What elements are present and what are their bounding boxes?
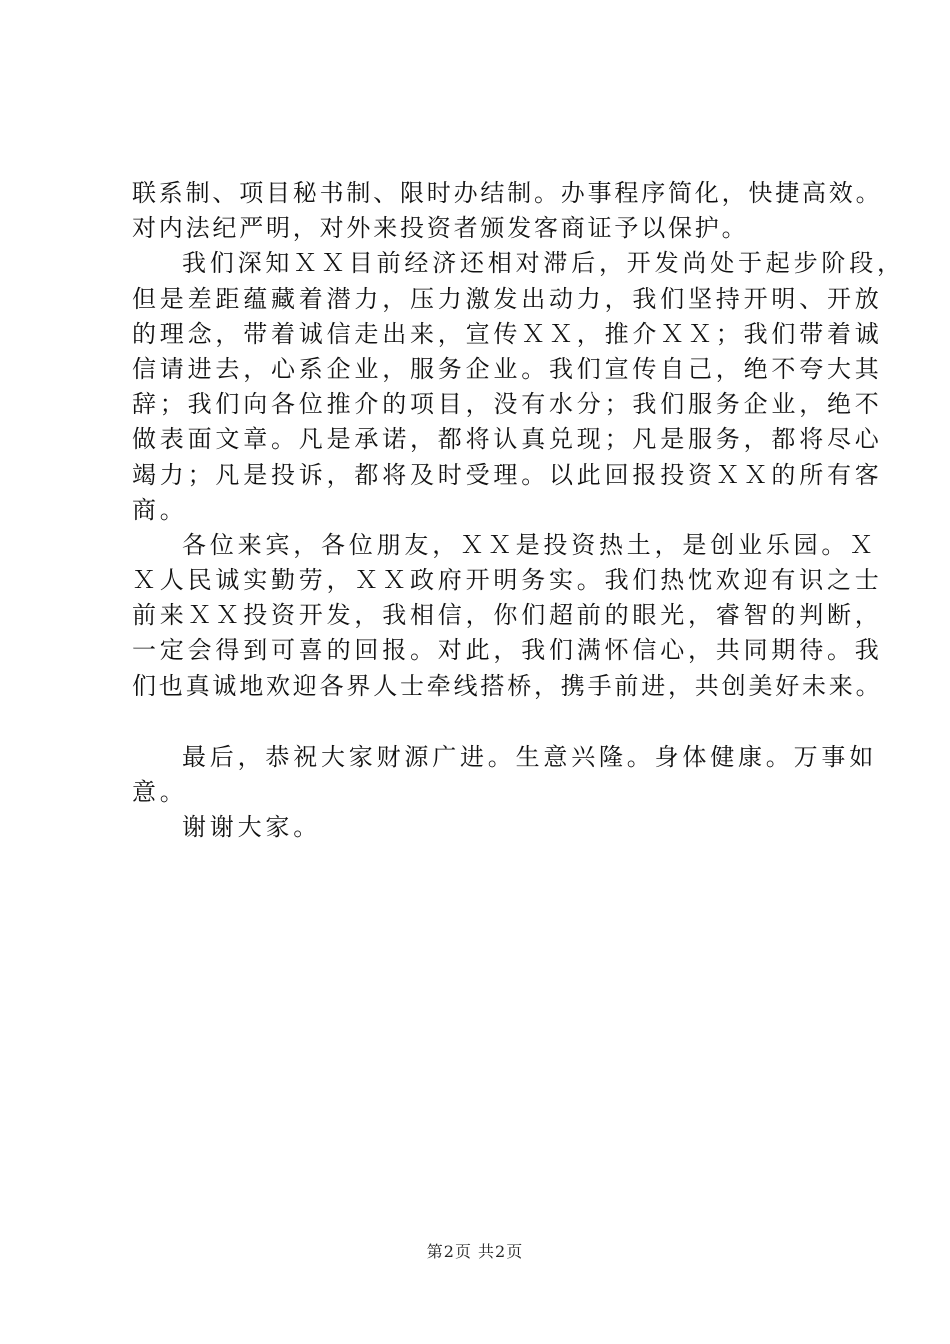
paragraph-2-line-1: 我们深知ＸＸ目前经济还相对滞后，开发尚处于起步阶段， xyxy=(182,249,905,278)
paragraph-2-line-3: 的理念，带着诚信走出来，宣传ＸＸ，推介ＸＸ；我们带着诚 xyxy=(132,319,883,348)
paragraph-3-line-1: 各位来宾，各位朋友，ＸＸ是投资热土，是创业乐园。Ｘ xyxy=(182,530,877,559)
paragraph-3-line-4: 一定会得到可喜的回报。对此，我们满怀信心，共同期待。我 xyxy=(132,636,883,665)
page-number-footer: 第2页 共2页 xyxy=(426,1242,524,1261)
paragraph-1-line-1: 联系制、项目秘书制、限时办结制。办事程序简化，快捷高效。 xyxy=(132,179,883,207)
paragraph-3-line-3: 前来ＸＸ投资开发，我相信，你们超前的眼光，睿智的判断， xyxy=(132,601,883,630)
paragraph-5-line-1: 谢谢大家。 xyxy=(182,813,321,842)
paragraph-2-line-4: 信请进去，心系企业，服务企业。我们宣传自己，绝不夸大其 xyxy=(132,354,883,383)
paragraph-3-line-2: Ｘ人民诚实勤劳，ＸＸ政府开明务实。我们热忱欢迎有识之士 xyxy=(132,566,883,595)
paragraph-2-line-8: 商。 xyxy=(132,495,188,524)
paragraph-4-line-2: 意。 xyxy=(132,778,188,806)
paragraph-3-line-5: 们也真诚地欢迎各界人士牵线搭桥，携手前进，共创美好未来。 xyxy=(132,671,883,700)
paragraph-4-line-1: 最后，恭祝大家财源广进。生意兴隆。身体健康。万事如 xyxy=(182,742,877,771)
paragraph-2-line-2: 但是差距蕴藏着潜力，压力激发出动力，我们坚持开明、开放 xyxy=(132,284,883,313)
paragraph-2-line-7: 竭力；凡是投诉，都将及时受理。以此回报投资ＸＸ的所有客 xyxy=(132,460,883,489)
paragraph-2-line-5: 辞；我们向各位推介的项目，没有水分；我们服务企业，绝不 xyxy=(132,390,883,419)
paragraph-1-line-2: 对内法纪严明，对外来投资者颁发客商证予以保护。 xyxy=(132,214,749,243)
paragraph-gap xyxy=(132,704,832,740)
document-body xyxy=(132,176,905,845)
paragraph-2-line-6: 做表面文章。凡是承诺，都将认真兑现；凡是服务，都将尽心 xyxy=(132,425,883,454)
